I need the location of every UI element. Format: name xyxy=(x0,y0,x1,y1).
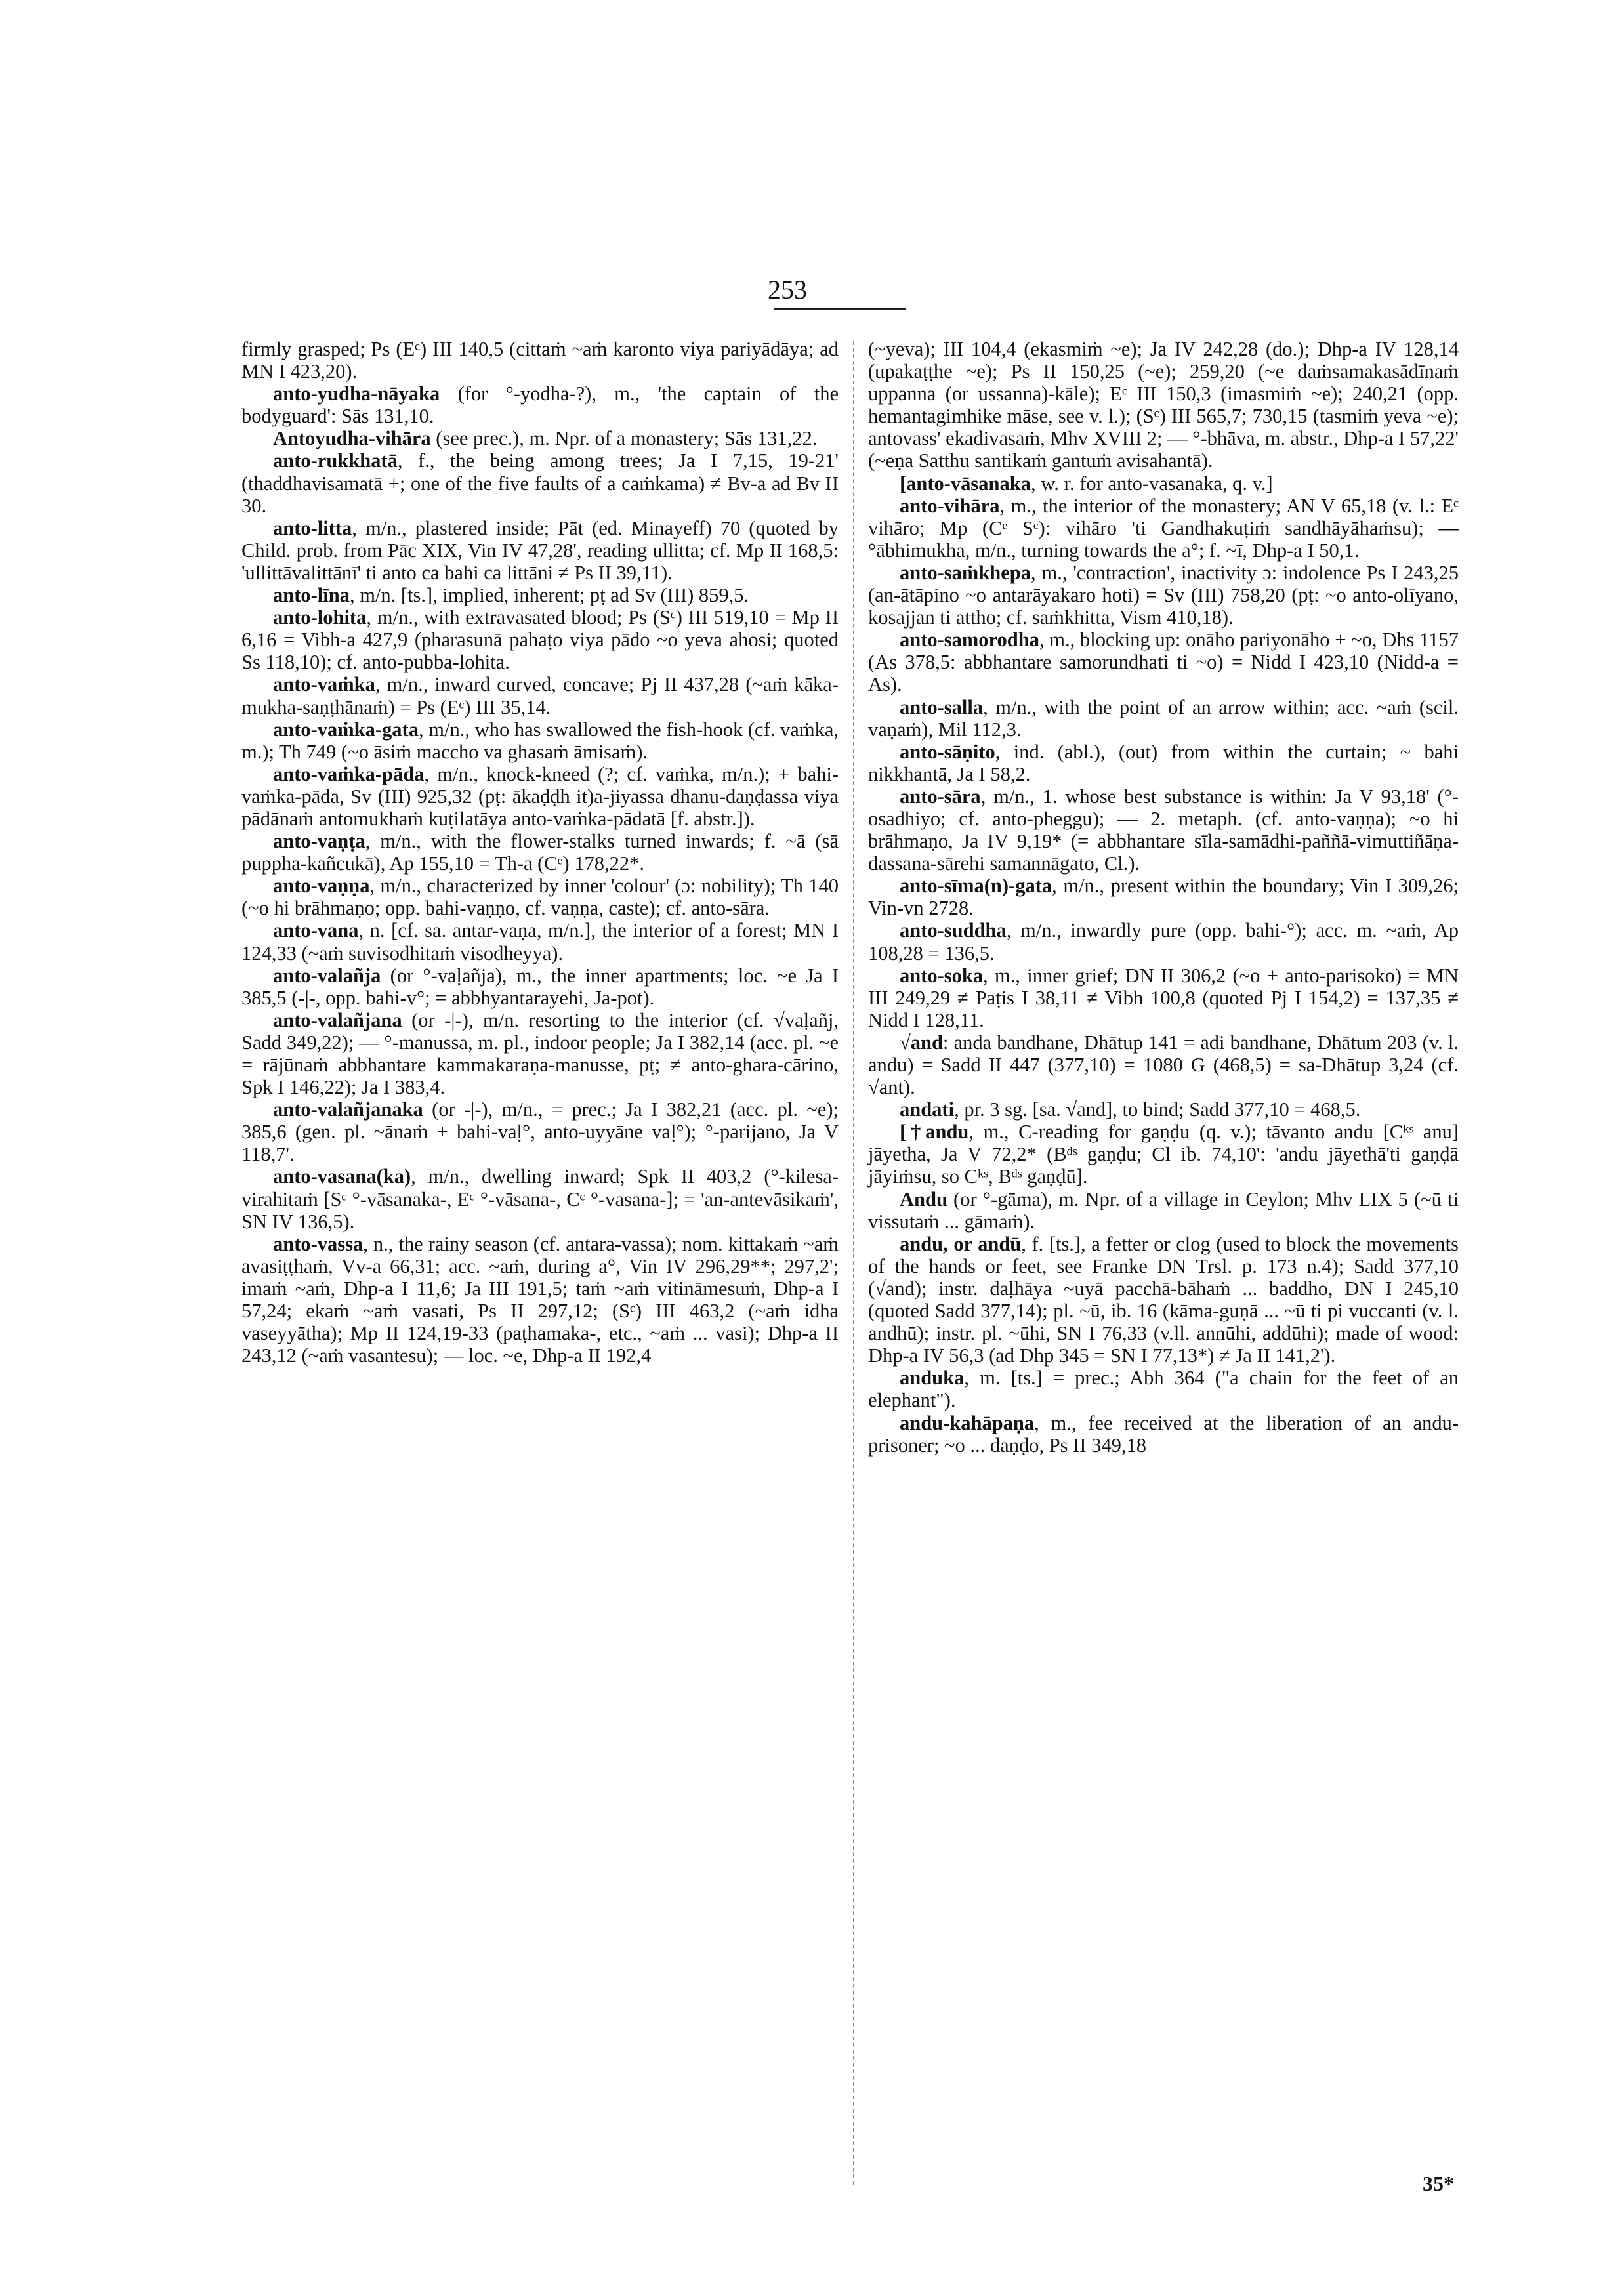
entry-headword: anto-valañjanaka xyxy=(273,1098,423,1121)
dictionary-entry xyxy=(241,919,839,964)
dictionary-entry xyxy=(241,427,839,449)
right-column xyxy=(868,338,1459,1457)
entry-headword: anto-salla xyxy=(900,695,984,718)
dictionary-entry xyxy=(241,964,839,1009)
dictionary-entry xyxy=(241,763,839,830)
entry-text: , m/n. [ts.], implied, inherent; pṭ ad Sv (III) 859,5. xyxy=(349,584,749,607)
dictionary-entry xyxy=(868,629,1459,695)
entry-text: , m/n., 1. whose best substance is within: Ja V 93,18' (°-osadhiyo; cf. anto-pheggu); — 2. metaph. (cf. anto-vaṇṇa); ~o hi brāhmaṇo, Ja IV 9,19* (= abbhantare sīla-samādhi-paññā-vimuttiñāṇa-dassana-sārehi samannāgato, Cl.). xyxy=(868,785,1459,875)
entry-headword: anto-sīma(n)-gata xyxy=(900,875,1052,898)
entry-headword: anto-soka xyxy=(900,964,984,987)
entry-headword: andu-kahāpaṇa xyxy=(900,1411,1035,1434)
entry-headword: [anto-vāsanaka xyxy=(900,472,1031,495)
entry-headword: anto-sāra xyxy=(900,785,981,808)
entry-text: , m/n., present within the boundary; Vin I 309,26; Vin-vn 2728. xyxy=(868,875,1459,920)
dictionary-entry xyxy=(241,1009,839,1098)
dictionary-entry xyxy=(868,1233,1459,1367)
entry-text: , m/n., with the flower-stalks turned inwards; f. ~ā (sā puppha-kañcukā), Ap 155,10 = Th-a (Cᵉ) 178,22*. xyxy=(241,830,839,875)
page-number-rule xyxy=(774,308,906,310)
entry-text: , pr. 3 sg. [sa. √and], to bind; Sadd 377,10 = 468,5. xyxy=(954,1098,1361,1121)
dictionary-entry xyxy=(241,449,839,516)
dictionary-entry xyxy=(868,741,1459,785)
dictionary-entry xyxy=(868,338,1459,472)
dictionary-entry xyxy=(241,517,839,584)
entry-headword: anto-lohita xyxy=(273,606,367,629)
entry-text: , m., fee received at the liberation of an andu-prisoner; ~o ... daṇḍo, Ps II 349,18 xyxy=(868,1411,1459,1457)
entry-text: , f. [ts.], a fetter or clog (used to block the movements of the hands or feet, see Franke DN Trsl. p. 173 n.4); Sadd 377,10 (√and); instr. daḷhāya ~uyā pacchā-bāhaṁ ... baddho, DN I 245,10 (quoted Sadd 377,14); pl. ~ū, ib. 16 (kāma-guṇā ... ~ū ti pi vuccanti (v. l. andhū); instr. pl. ~ūhi, SN I 76,33 (v.ll. annūhi, addūhi); made of wood: Dhp-a IV 56,3 (ad Dhp 345 = SN I 77,13*) ≠ Ja II 141,2'). xyxy=(868,1232,1459,1367)
entry-text: , m/n., plastered inside; Pāt (ed. Minayeff) 70 (quoted by Child. prob. from Pāc XIX, Vin IV 47,28', reading ullitta; cf. Mp II 168,5: 'ullittāvalittānī' ti anto ca bahi ca littāni ≠ Ps II 39,11). xyxy=(241,516,839,584)
entry-text: , m., C-reading for gaṇḍu (q. v.); tāvanto andu [Cᵏˢ anu] jāyetha, Ja V 72,2* (Bᵈˢ gaṇḍu; Cl ib. 74,10': 'andu jāyethā'ti gaṇḍā jāyiṁsu, so Cᵏˢ, Bᵈˢ gaṇḍū]. xyxy=(868,1121,1459,1188)
dictionary-entry xyxy=(241,606,839,673)
entry-text: (see prec.), m. Npr. of a monastery; Sās 131,22. xyxy=(430,427,818,450)
entry-headword: anto-samorodha xyxy=(900,629,1039,651)
dictionary-entry xyxy=(241,382,839,427)
entry-text: , m/n., knock-kneed (?; cf. vaṁka, m/n.); + bahi-vaṁka-pāda, Sv (III) 925,32 (pṭ: ākaḍḍh it)a-jiyassa dhanu-daṇḍassa viya pādānaṁ antomukhaṁ kuṭilatāya anto-vaṁka-pādatā [f. abstr.]). xyxy=(241,762,839,830)
entry-text: (or °-gāma), m. Npr. of a village in Ceylon; Mhv LIX 5 (~ū ti vissutaṁ ... gāmaṁ). xyxy=(868,1188,1459,1233)
entry-text: , n., the rainy season (cf. antara-vassa); nom. kittakaṁ ~aṁ avasiṭṭhaṁ, Vv-a 66,31; acc. ~aṁ, during a°, Vin IV 296,29**; 297,2'; imaṁ ~aṁ, Dhp-a I 11,6; Ja III 191,5; taṁ ~aṁ vitināmesuṁ, Dhp-a I 57,24; ekaṁ ~aṁ vasati, Ps II 297,12; (Sᶜ) III 463,2 (~aṁ idha vaseyyātha); Mp II 124,19-33 (paṭhamaka-, etc., ~aṁ ... vasi); Dhp-a II 243,12 (~aṁ vasantesu); — loc. ~e, Dhp-a II 192,4 xyxy=(241,1232,839,1367)
dictionary-entry xyxy=(868,562,1459,629)
entry-headword: anto-līna xyxy=(273,584,350,607)
left-column xyxy=(241,338,839,1367)
entry-text: , m., inner grief; DN II 306,2 (~o + anto-parisoko) = MN III 249,29 ≠ Paṭis I 38,11 ≠ Vibh 100,8 (quoted Pj I 154,2) = 137,35 ≠ Nidd I 128,11. xyxy=(868,964,1459,1031)
dictionary-entry xyxy=(868,1031,1459,1098)
entry-headword: √and xyxy=(900,1031,943,1054)
entry-text: , m. [ts.] = prec.; Abh 364 ("a chain for the feet of an elephant"). xyxy=(868,1367,1459,1412)
entry-headword: anto-vaṁka xyxy=(273,673,375,696)
entry-text: (for °-yodha-?), m., 'the captain of the bodyguard': Sās 131,10. xyxy=(241,382,839,428)
dictionary-entry xyxy=(868,964,1459,1031)
entry-text: , w. r. for anto-vasanaka, q. v.] xyxy=(1030,472,1273,495)
entry-text: , f., the being among trees; Ja I 7,15, 19-21' (thaddhavisamatā +; one of the five faults of a caṁkama) ≠ Bv-a ad Bv II 30. xyxy=(241,449,839,517)
entry-headword: anto-vaṁka-pāda xyxy=(273,762,425,785)
dictionary-entry xyxy=(868,1098,1459,1121)
entry-headword: anto-vaṇṇa xyxy=(273,875,370,898)
entry-headword: andu, or andū xyxy=(900,1232,1022,1255)
entry-headword: andati xyxy=(900,1098,955,1121)
entry-headword: anto-valañja xyxy=(273,964,381,987)
dictionary-entry xyxy=(241,673,839,718)
entry-headword: Antoyudha-vihāra xyxy=(273,427,431,450)
dictionary-entry xyxy=(868,1188,1459,1233)
entry-headword: anto-vasana(ka) xyxy=(273,1165,411,1188)
entry-headword: anto-rukkhatā xyxy=(273,449,398,472)
entry-text: (or -|-), m/n. resorting to the interior (cf. √vaḷañj, Sadd 349,22); — °-manussa, m. pl., indoor people; Ja I 382,14 (acc. pl. ~e = rājūnaṁ abbhantare kammakaraṇa-manusse, pṭ; ≠ anto-ghara-cārino, Spk I 146,22); Ja I 383,4. xyxy=(241,1008,839,1099)
entry-headword: anto-saṁkhepa xyxy=(900,561,1031,584)
dictionary-entry xyxy=(241,830,839,875)
entry-headword: anto-vaṁka-gata xyxy=(273,718,419,741)
entry-headword: anto-sāṇito xyxy=(900,740,995,763)
entry-headword: [†andu xyxy=(900,1121,969,1144)
entry-text: , m/n., with extravasated blood; Ps (Sᶜ) III 519,10 = Mp II 6,16 = Vibh-a 427,9 (pharasunā pahaṭo viya pādo ~o yeva ahosi; quoted Ss 118,10); cf. anto-pubba-lohita. xyxy=(241,606,839,674)
entry-text: (~yeva); III 104,4 (ekasmiṁ ~e); Ja IV 242,28 (do.); Dhp-a IV 128,14 (upakaṭṭhe ~e); Ps II 150,25 (~e); 259,20 (~e daṁsamakasādīnaṁ uppanna (or ussanna)-kāle); Eᶜ III 150,3 (imasmiṁ ~e); 240,21 (opp. hemantagimhike māse, see v. l.); (Sᶜ) III 565,7; 730,15 (tasmiṁ yeva ~e); antovass' ekadivasaṁ, Mhv XVIII 2; — °-bhāva, m. abstr., Dhp-a I 57,22' (~eṇa Satthu santikaṁ gantuṁ avisahantā). xyxy=(868,338,1459,472)
entry-headword: anto-suddha xyxy=(900,919,1007,942)
entry-headword: anto-vassa xyxy=(273,1232,364,1255)
page-number: 253 xyxy=(768,275,807,304)
entry-headword: anto-litta xyxy=(273,516,352,539)
entry-headword: anduka xyxy=(900,1367,965,1390)
dictionary-entry xyxy=(241,1233,839,1367)
entry-text: , m., the interior of the monastery; AN V 65,18 (v. l.: Eᶜ vihāro; Mp (Cᵉ Sᶜ): vihāro 'ti Gandhakuṭiṁ sandhāyāhaṁsu); — °ābhimukha, m/n., turning towards the a°; f. ~ī, Dhp-a I 50,1. xyxy=(868,494,1459,562)
entry-headword: anto-yudha-nāyaka xyxy=(273,382,440,405)
entry-headword: Andu xyxy=(900,1188,947,1210)
dictionary-entry xyxy=(241,875,839,919)
dictionary-entry xyxy=(241,338,839,382)
dictionary-entry xyxy=(868,472,1459,495)
entry-text: , m/n., who has swallowed the fish-hook (cf. vaṁka, m.); Th 749 (~o āsiṁ maccho va ghasaṁ āmisaṁ). xyxy=(241,718,839,763)
signature-mark: 35* xyxy=(1423,2172,1454,2195)
dictionary-entry xyxy=(868,1367,1459,1411)
entry-text: firmly grasped; Ps (Eᶜ) III 140,5 (cittaṁ ~aṁ karonto viya pariyādāya; ad MN I 423,20). xyxy=(241,338,839,383)
dictionary-entry xyxy=(868,875,1459,919)
entry-text: , m., 'contraction', inactivity ɔ: indolence Ps I 243,25 (an-ātāpino ~o antarāyakaro hoti) = Sv (III) 758,20 (pṭ: ~o anto-olīyano, kosajjan ti attho; cf. saṁkhitta, Vism 410,18). xyxy=(868,561,1459,629)
entry-text: , m/n., characterized by inner 'colour' (ɔ: nobility); Th 140 (~o hi brāhmaṇo; opp. bahi-vaṇṇo, cf. vaṇṇa, caste); cf. anto-sāra. xyxy=(241,875,839,920)
entry-headword: anto-valañjana xyxy=(273,1008,402,1031)
entry-text: , m/n., with the point of an arrow within; acc. ~aṁ (scil. vaṇaṁ), Mil 112,3. xyxy=(868,695,1459,741)
entry-text: , ind. (abl.), (out) from within the curtain; ~ bahi nikkhantā, Ja I 58,2. xyxy=(868,740,1459,785)
dictionary-entry xyxy=(241,1098,839,1165)
entry-text: , m., blocking up: onāho pariyonāho + ~o, Dhs 1157 (As 378,5: abbhantare samorundhati ti ~o) = Nidd I 423,10 (Nidd-a = As). xyxy=(868,629,1459,696)
entry-headword: anto-vaṇṭa xyxy=(273,830,365,853)
entry-headword: anto-vana xyxy=(273,919,359,942)
dictionary-entry xyxy=(868,1412,1459,1457)
dictionary-entry xyxy=(241,1165,839,1232)
entry-text: , n. [cf. sa. antar-vaṇa, m/n.], the interior of a forest; MN I 124,33 (~aṁ suvisodhitaṁ visodheyya). xyxy=(241,919,839,964)
entry-text: , m/n., inwardly pure (opp. bahi-°); acc. m. ~aṁ, Ap 108,28 = 136,5. xyxy=(868,919,1459,964)
entry-text: , m/n., dwelling inward; Spk II 403,2 (°-kilesa-virahitaṁ [Sᶜ °-vāsanaka-, Eᶜ °-vāsana-, Cᶜ °-vasana-]; = 'an-antevāsikaṁ', SN IV 136,5). xyxy=(241,1165,839,1233)
entry-text: (or °-vaḷañja), m., the inner apartments; loc. ~e Ja I 385,5 (-|-, opp. bahi-v°; = abbhyantarayehi, Ja-pot). xyxy=(241,964,839,1009)
entry-headword: anto-vihāra xyxy=(900,494,1000,517)
dictionary-entry xyxy=(241,718,839,763)
column-divider xyxy=(853,341,855,2185)
dictionary-entry xyxy=(868,495,1459,562)
entry-text: , m/n., inward curved, concave; Pj II 437,28 (~aṁ kāka-mukha-saṇṭhānaṁ) = Ps (Eᶜ) III 35,14. xyxy=(241,673,839,718)
dictionary-entry xyxy=(868,919,1459,964)
entry-text: (or -|-), m/n., = prec.; Ja I 382,21 (acc. pl. ~e); 385,6 (gen. pl. ~ānaṁ + bahi-vaḷ°, anto-uyyāne vaḷ°); °-parijano, Ja V 118,7'. xyxy=(241,1098,839,1166)
dictionary-entry xyxy=(868,785,1459,875)
entry-text: : anda bandhane, Dhātup 141 = adi bandhane, Dhātum 203 (v. l. andu) = Sadd II 447 (377,10) = 1080 G (468,5) = sa-Dhātup 3,24 (cf. √ant). xyxy=(868,1031,1459,1099)
dictionary-entry xyxy=(241,584,839,606)
dictionary-entry xyxy=(868,1121,1459,1188)
dictionary-entry xyxy=(868,696,1459,741)
